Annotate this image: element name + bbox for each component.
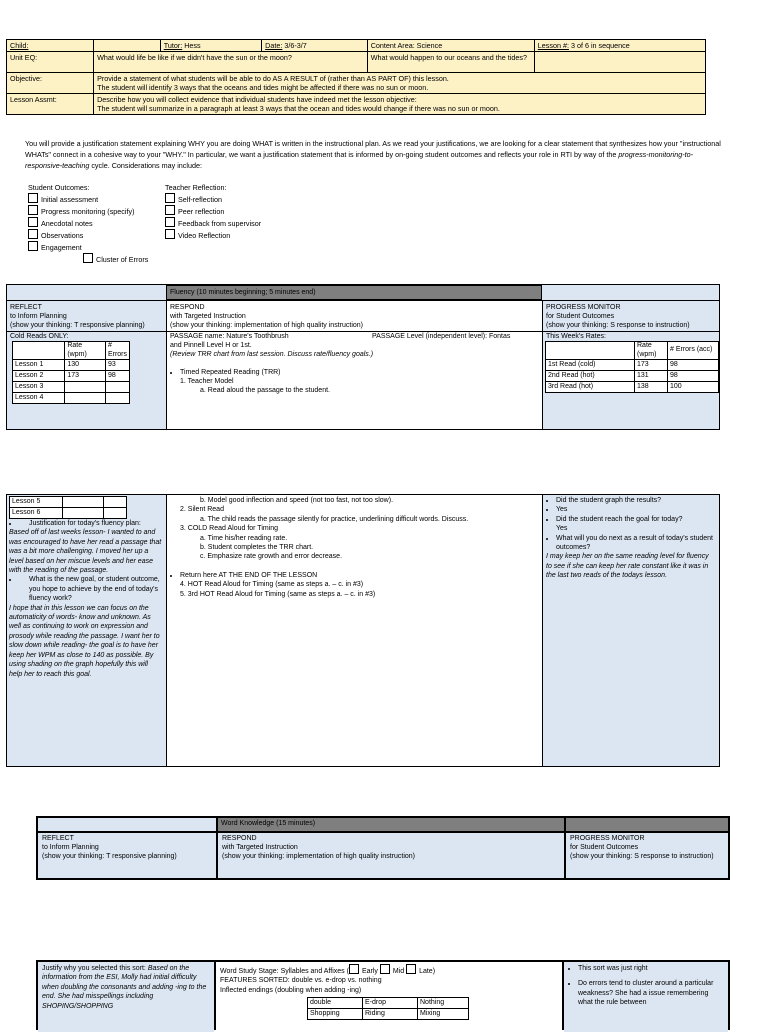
justify-sort-text: Based on the information from the ESI, Molly had initial difficulty when doubling the consonants and adding -ing to the end. She had misspellings including bbox=[42, 965, 207, 1001]
reflection-peer[interactable]: Peer reflection bbox=[165, 205, 315, 217]
blank-cell bbox=[94, 40, 161, 52]
justify-answer: Based off of last weeks lesson- I wanted to and was encouraged to have her read a passage that was a bit more challenging. I moved her up a level based on her miscue levels and her ease with the reading of the passage. bbox=[9, 529, 162, 575]
row-lesson: Lesson 6 bbox=[10, 508, 63, 519]
row-lesson: Lesson 1 bbox=[13, 360, 65, 371]
weeks-rates-label: This Week's Rates: bbox=[543, 331, 719, 341]
sort-table: double E-drop Nothing Shopping Riding Mixing bbox=[307, 997, 469, 1020]
step-1: 1. Teacher Model bbox=[180, 378, 234, 385]
wk-monitor: PROGRESS MONITOR for Student Outcomes (show your thinking: S response to instruction) bbox=[566, 833, 728, 878]
pm-question-graph: • Did the student graph the results? bbox=[556, 496, 716, 505]
monitor-column-cont bbox=[543, 495, 719, 766]
lesson-number-label: Lesson #: bbox=[537, 41, 569, 50]
step-2a: a. The child reads the passage silently for practice, underlining difficult words. Discuss. bbox=[200, 515, 469, 523]
features-sorted: FEATURES SORTED: double vs. e-drop vs. nothing bbox=[220, 977, 382, 985]
tutor-value: Hess bbox=[184, 41, 201, 50]
lesson-number-cell bbox=[534, 40, 705, 52]
step-1b: b. Model good inflection and speed (not too fast, not too slow). bbox=[200, 497, 394, 504]
reflect-note: (show your thinking: T responsive planning) bbox=[10, 322, 145, 329]
objective-line-2: The student will identify 3 ways that the oceans and tides might be affected if there was no sun or moon. bbox=[97, 83, 429, 92]
justification-text-end: cycle. Considerations may include: bbox=[89, 161, 202, 170]
student-outcomes-title: Student Outcomes: bbox=[28, 183, 90, 192]
passage-level: PASSAGE Level (independent level): Fontas bbox=[372, 333, 511, 340]
return-note: • Return here AT THE END OF THE LESSON bbox=[180, 571, 539, 580]
checkbox[interactable] bbox=[165, 205, 175, 215]
monitor-column bbox=[543, 301, 719, 429]
date-value: 3/6-3/7 bbox=[284, 41, 307, 50]
step-5: 5. 3rd HOT Read Aloud for Timing (same as steps a. – c. in #3) bbox=[180, 590, 376, 598]
stage-row: Word Study Stage: Syllables and Affixes ( Early Mid Late) bbox=[220, 964, 558, 976]
sort-error-cluster: • Do errors tend to cluster around a particular weakness? She had a issue remembering what the rule between bbox=[578, 979, 724, 1007]
child-cell bbox=[7, 40, 94, 52]
wk-respond: RESPOND with Targeted Instruction (show your thinking: implementation of high quality instruction) bbox=[218, 833, 564, 878]
step-1a: a. Read aloud the passage to the student. bbox=[200, 387, 330, 394]
pm-answer-graph: • Yes bbox=[556, 505, 716, 514]
teacher-reflection bbox=[165, 182, 315, 241]
checkbox-early[interactable] bbox=[349, 964, 359, 974]
lesson-header-table bbox=[6, 39, 706, 115]
justify-question: • Justification for today's fluency plan: bbox=[19, 519, 162, 528]
row-lesson: Lesson 4 bbox=[13, 393, 65, 404]
passage-level-cont: and Pinnell Level H or 1st. bbox=[170, 342, 252, 349]
checkbox[interactable] bbox=[28, 193, 38, 203]
word-sort-respond bbox=[216, 962, 562, 1032]
step-2: 2. Silent Read bbox=[180, 506, 224, 514]
col-errors: # Errors bbox=[105, 342, 129, 360]
col-rate: Rate (wpm) bbox=[65, 342, 106, 360]
assessment-text bbox=[94, 94, 706, 115]
assessment-label: Lesson Assmt: bbox=[7, 94, 94, 115]
checkbox[interactable] bbox=[28, 241, 38, 251]
assessment-line-1: Describe how you will collect evidence that individual students have indeed met the lesson objective: bbox=[97, 95, 417, 104]
unit-eq-text: What would life be like if we didn't have the sun or the moon? bbox=[94, 52, 368, 73]
monitor-title: PROGRESS MONITOR bbox=[546, 304, 621, 311]
checkbox[interactable] bbox=[165, 217, 175, 227]
lesson-number-value: 3 of 6 in sequence bbox=[570, 41, 630, 50]
passage-name: PASSAGE name: Nature's Toothbrush bbox=[170, 333, 289, 340]
goal-answer: I hope that in this lesson we can focus on the automaticity of words- know and unknown. As well as continuing to work on expression and prosody while reading the passage. I want her to slow down while reading- the goal is to have her keep her WPM as close to 140 as possible. By using shading on the graph hopefully this will help her to reach this goal. bbox=[9, 604, 160, 678]
unit-eq-blank bbox=[534, 52, 705, 73]
row-lesson: Lesson 2 bbox=[13, 371, 65, 382]
justification-paragraph bbox=[25, 138, 725, 171]
date-cell bbox=[262, 40, 368, 52]
teacher-reflection-title: Teacher Reflection: bbox=[165, 183, 227, 192]
unit-eq-text2: What would happen to our oceans and the tides? bbox=[367, 52, 534, 73]
steps-list bbox=[170, 496, 539, 599]
tutor-label: Tutor: bbox=[163, 41, 183, 50]
content-area: Content Area: Science bbox=[367, 40, 534, 52]
weeks-rates-table: Rate (wpm) # Errors (acc) 1st Read (cold) 173 98 2nd Read (hot) 131 98 3rd Read (hot) 138 100 bbox=[545, 341, 719, 393]
pm-question-next: • What will you do next as a result of today's student outcomes? bbox=[556, 534, 716, 553]
word-sort-section bbox=[36, 960, 730, 1030]
fluency-continued bbox=[6, 494, 720, 767]
justification-text: You will provide a justification statement explaining WHY you are doing WHAT is written in the instructional plan. As we read your justifications, we are looking for a clear statement that synthesizes how your "instructional WHATs" connect in a cohesive way to your "WHY." In particular, we want a justification statement that is informed by on-going student outcomes and reflects your role in RTI by way of the bbox=[25, 139, 721, 159]
word-knowledge-section bbox=[36, 816, 730, 880]
reflect-column bbox=[7, 301, 167, 429]
reflect-title: REFLECT bbox=[10, 304, 42, 311]
goal-question: • What is the new goal, or student outcome, you hope to achieve by the end of today's fluency work? bbox=[19, 575, 162, 603]
reflection-supervisor[interactable]: Feedback from supervisor bbox=[165, 217, 315, 229]
assessment-line-2: The student will summarize in a paragraph at least 3 ways that the ocean and tides would change if there was no sun or moon. bbox=[97, 104, 500, 113]
step-3c: c. Emphasize rate growth and error decrease. bbox=[200, 553, 343, 561]
reflection-self[interactable]: Self-reflection bbox=[165, 193, 315, 205]
justification-block bbox=[9, 519, 164, 679]
tutor-cell bbox=[160, 40, 261, 52]
student-outcomes bbox=[28, 182, 168, 265]
checkbox-late[interactable] bbox=[406, 964, 416, 974]
date-label: Date: bbox=[265, 41, 283, 50]
word-sort-justify bbox=[38, 962, 214, 1032]
objective-text bbox=[94, 73, 706, 94]
cold-reads-table-cont bbox=[9, 496, 127, 519]
respond-subtitle: with Targeted Instruction bbox=[170, 313, 246, 320]
monitor-questions bbox=[546, 496, 716, 581]
row-lesson: Lesson 3 bbox=[13, 382, 65, 393]
sort-just-right: • This sort was just right bbox=[578, 964, 724, 973]
step-3: 3. COLD Read Aloud for Timing bbox=[180, 525, 279, 533]
inflected-endings: Inflected endings (doubling when adding -ing) bbox=[220, 986, 362, 994]
justify-sort-label: Justify why you selected this sort: bbox=[42, 965, 146, 972]
fluency-section bbox=[6, 284, 720, 430]
outcome-cluster-of-errors[interactable]: Cluster of Errors bbox=[28, 253, 168, 265]
review-note: (Review TRR chart from last session. Discuss rate/fluency goals.) bbox=[170, 351, 374, 358]
checkbox[interactable] bbox=[165, 193, 175, 203]
respond-title: RESPOND bbox=[170, 304, 205, 311]
outcome-initial-assessment[interactable]: Initial assessment bbox=[28, 193, 168, 205]
justify-sort-cut: SHOPING/SHOPPING bbox=[42, 1002, 114, 1010]
child-label: Child: bbox=[10, 41, 29, 50]
wk-band-left bbox=[38, 818, 216, 831]
wk-band: Word Knowledge (15 minutes) bbox=[218, 818, 564, 831]
checkbox[interactable] bbox=[83, 253, 93, 263]
reflection-video[interactable]: Video Reflection bbox=[165, 229, 315, 241]
step-3a: a. Time his/her reading rate. bbox=[200, 534, 288, 542]
monitor-note: (show your thinking: S response to instruction) bbox=[546, 322, 690, 329]
pm-answer-next: I may keep her on the same reading level for fluency to see if she can keep her rate constant like it was in the last two reads of the todays lesson. bbox=[546, 553, 709, 580]
objective-label: Objective: bbox=[7, 73, 94, 94]
reflect-column-cont bbox=[7, 495, 167, 766]
reflect-subtitle: to Inform Planning bbox=[10, 313, 67, 320]
pm-question-goal: • Did the student reach the goal for today? bbox=[556, 515, 716, 524]
outcome-engagement[interactable]: Engagement bbox=[28, 241, 168, 253]
respond-column-cont bbox=[167, 495, 543, 766]
checkbox-mid[interactable] bbox=[380, 964, 390, 974]
outcome-observations[interactable]: Observations bbox=[28, 229, 168, 241]
read-label: 1st Read (cold) bbox=[546, 360, 635, 371]
step-4: 4. HOT Read Aloud for Timing (same as steps a. – c. in #3) bbox=[180, 581, 364, 589]
row-lesson: Lesson 5 bbox=[10, 497, 63, 508]
monitor-subtitle: for Student Outcomes bbox=[546, 313, 615, 320]
wk-band-right bbox=[566, 818, 728, 831]
pm-answer-goal: Yes bbox=[556, 525, 568, 533]
fluency-band: Fluency (10 minutes beginning; 5 minutes end) bbox=[166, 285, 542, 300]
justification-italic: progress-monitoring-to-responsive-teaching bbox=[25, 150, 694, 170]
outcome-progress-monitoring[interactable]: Progress monitoring (specify) bbox=[28, 205, 168, 217]
trr-title: • Timed Repeated Reading (TRR) bbox=[180, 368, 539, 377]
cold-reads-table: Rate (wpm) # Errors Lesson 1 130 93 Lesson 2 173 98 Lesson 3 Lesson 4 bbox=[12, 341, 130, 404]
cold-reads-label: Cold Reads ONLY: bbox=[7, 331, 166, 341]
checkbox[interactable] bbox=[28, 217, 38, 227]
step-3b: b. Student completes the TRR chart. bbox=[200, 544, 314, 552]
objective-line-1: Provide a statement of what students will be able to do AS A RESULT of (rather than AS PART OF) this lesson. bbox=[97, 74, 449, 83]
unit-eq-label: Unit EQ: bbox=[7, 52, 94, 73]
outcome-anecdotal-notes[interactable]: Anecdotal notes bbox=[28, 217, 168, 229]
checkbox[interactable] bbox=[165, 229, 175, 239]
passage-row bbox=[167, 331, 542, 341]
checkbox[interactable] bbox=[28, 205, 38, 215]
checkbox[interactable] bbox=[28, 229, 38, 239]
respond-column bbox=[167, 301, 543, 429]
word-sort-monitor bbox=[564, 962, 728, 1032]
respond-note: (show your thinking: implementation of high quality instruction) bbox=[170, 322, 363, 329]
read-label: 3rd Read (hot) bbox=[546, 382, 635, 393]
wk-reflect: REFLECT to Inform Planning (show your thinking: T responsive planning) bbox=[38, 833, 216, 878]
read-label: 2nd Read (hot) bbox=[546, 371, 635, 382]
